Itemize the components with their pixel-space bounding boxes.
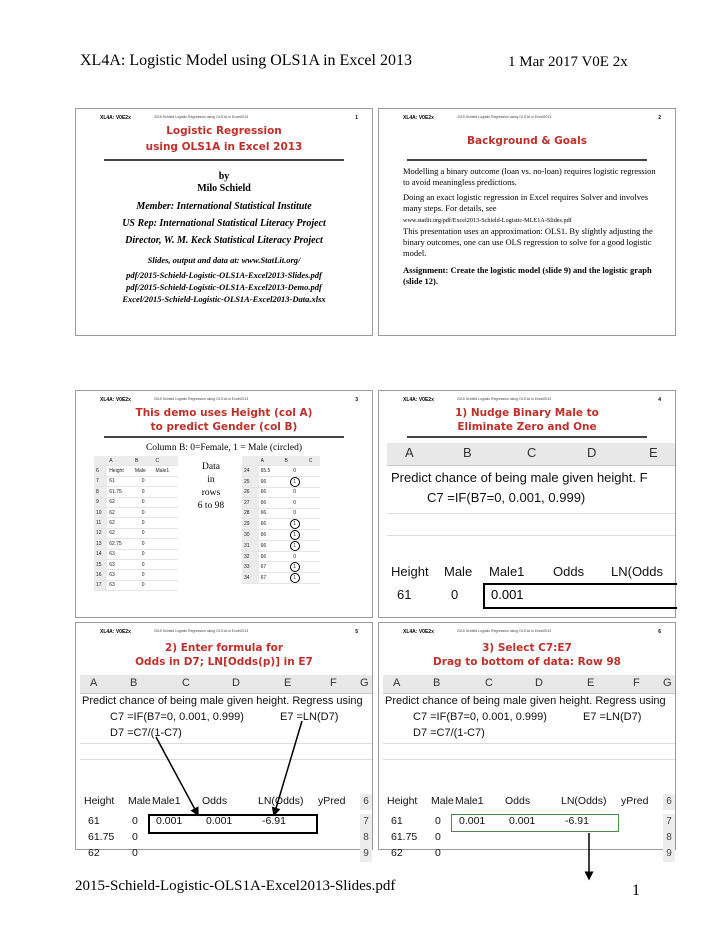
slide-version: XL4A: V0E2x <box>100 629 131 635</box>
cell-height[interactable]: 66 <box>259 529 283 540</box>
slide-5 <box>75 622 373 859</box>
row-number: 15 <box>94 559 107 569</box>
cell-male[interactable]: 0 <box>133 539 154 549</box>
cell[interactable]: 62 <box>88 847 100 859</box>
row-number: 9 <box>663 846 675 862</box>
table-row <box>94 549 178 559</box>
cell-male1[interactable] <box>307 518 320 529</box>
row-number: 27 <box>242 498 259 508</box>
cell-male1[interactable] <box>307 498 320 508</box>
row-number: 34 <box>242 573 259 584</box>
cell-male[interactable] <box>282 540 306 551</box>
cell-height[interactable]: 67 <box>259 562 283 573</box>
slide-subtitle: 2015 Schield Logistic Regression using OLS1A in Excel2013 <box>457 397 552 401</box>
cell-value: 0 <box>293 489 296 496</box>
cell-height[interactable]: 63 <box>107 549 133 559</box>
cell-male[interactable]: 0 <box>133 549 154 559</box>
slide-number: 5 <box>355 629 358 635</box>
resource-slides-path: pdf/2015-Schield-Logistic-OLS1A-Excel2013-Slides.pdf <box>126 270 322 280</box>
page-header-date: 1 Mar 2017 V0E 2x <box>508 54 628 70</box>
by-label: by <box>218 171 230 182</box>
cell-height[interactable]: 61 <box>107 476 133 486</box>
slide-1 <box>75 108 373 336</box>
cell-male1[interactable] <box>154 487 179 497</box>
cell-male1[interactable] <box>307 562 320 573</box>
cell-height[interactable]: 61.75 <box>107 487 133 497</box>
cell-height[interactable]: 62 <box>107 528 133 538</box>
paragraph-1: Modelling a binary outcome (loan vs. no-loan) requires logistic regression to avoid meaningless predictions. <box>403 166 656 187</box>
col-header: E <box>587 677 595 689</box>
cell-height[interactable]: 62 <box>107 497 133 507</box>
cell-male[interactable] <box>282 476 306 487</box>
cell-male1[interactable] <box>154 559 179 569</box>
cell[interactable]: 0 <box>435 831 441 843</box>
column-title: Male1 <box>154 466 179 476</box>
row-number: 9 <box>94 497 107 507</box>
table-row <box>94 570 178 580</box>
slide-title-line-2: Odds in D7; LN[Odds(p)] in E7 <box>135 656 313 668</box>
row-number: 7 <box>94 476 107 486</box>
cell-male[interactable] <box>282 508 306 518</box>
formula-c7: C7 =IF(B7=0, 0.001, 0.999) <box>413 711 547 723</box>
spreadsheet <box>387 443 675 617</box>
row-number: 33 <box>242 562 259 573</box>
column-title: Male <box>128 795 151 807</box>
table-row <box>242 466 320 476</box>
cell-male[interactable] <box>282 573 306 584</box>
col-header: F <box>330 677 337 689</box>
cell[interactable]: 62 <box>391 847 403 859</box>
row-number: 7 <box>360 814 372 830</box>
slide-3 <box>75 390 373 618</box>
author-name: Milo Schield <box>197 183 251 194</box>
table-row <box>242 573 320 584</box>
cell-height[interactable]: 65.5 <box>259 466 283 476</box>
slide-number: 3 <box>355 397 358 403</box>
slide-subtitle: 2015 Schield Logistic Regression using OLS1A in Excel2013 <box>457 629 552 633</box>
cell-male1: 0.001 <box>491 587 524 602</box>
col-header: B <box>133 456 154 466</box>
formula-c7: C7 =IF(B7=0, 0.001, 0.999) <box>427 490 586 505</box>
cell-male[interactable]: 0 <box>133 518 154 528</box>
row-number: 14 <box>94 549 107 559</box>
row-number: 10 <box>94 507 107 517</box>
cell[interactable]: 61 <box>88 815 100 827</box>
slide-version: XL4A: V0E2x <box>403 115 434 121</box>
col-header: C <box>485 677 493 689</box>
cell-male[interactable] <box>282 518 306 529</box>
row-number: 11 <box>94 518 107 528</box>
predict-text: Predict chance of being male given height. Regress using <box>82 695 363 707</box>
cell-male[interactable]: 0 <box>451 587 459 602</box>
column-title: Odds <box>202 795 228 807</box>
table-row <box>94 466 178 476</box>
resource-data-path: Excel/2015-Schield-Logistic-OLS1A-Excel2013-Data.xlsx <box>122 294 326 304</box>
cell-height[interactable]: 61 <box>397 587 412 602</box>
sheet-right <box>242 456 320 582</box>
slide-version: XL4A: V0E2x <box>403 397 434 403</box>
page-footer-filename: 2015-Schield-Logistic-OLS1A-Excel2013-Slides.pdf <box>75 878 396 894</box>
slide-title-line-1: 3) Select C7:E7 <box>482 642 572 654</box>
cell-male1[interactable] <box>154 570 179 580</box>
cell-male[interactable]: 0 <box>133 507 154 517</box>
col-header-row <box>94 456 178 466</box>
paragraph-3: This presentation uses an approximation: OLS1. By slightly adjusting the binary outcomes, one can use OLS regression to solve for a good logistic model. <box>403 226 653 258</box>
table-row <box>94 559 178 569</box>
column-title: Male <box>431 795 454 807</box>
cell-male1[interactable] <box>307 466 320 476</box>
spreadsheet <box>383 675 675 859</box>
cell-male[interactable]: 0 <box>133 476 154 486</box>
column-title: Male <box>133 466 154 476</box>
formula-arrows <box>80 675 372 849</box>
table-row <box>242 487 320 497</box>
table-row <box>94 487 178 497</box>
slide-title-line-1: This demo uses Height (col A) <box>135 407 313 419</box>
table-row <box>242 498 320 508</box>
cell-male1[interactable] <box>307 540 320 551</box>
cell-height[interactable]: 66 <box>259 518 283 529</box>
cell-male[interactable] <box>282 551 306 561</box>
col-header: B <box>130 677 138 689</box>
title-rule <box>407 159 647 161</box>
title-rule <box>407 436 647 438</box>
slide-number: 2 <box>658 115 661 121</box>
row-number: 9 <box>360 846 372 862</box>
cell[interactable]: 61.75 <box>88 831 115 843</box>
sheet-left-table <box>94 456 178 591</box>
cell[interactable]: 61 <box>391 815 403 827</box>
col-header: A <box>393 677 401 689</box>
row-number: 8 <box>663 830 675 846</box>
cell-height[interactable]: 63 <box>107 559 133 569</box>
cell-value: 0 <box>293 553 296 560</box>
row-number: 31 <box>242 540 259 551</box>
col-header: D <box>535 677 543 689</box>
selected-cell-c7[interactable] <box>483 583 677 609</box>
cell-male[interactable] <box>282 498 306 508</box>
arrow-to-e7 <box>274 721 302 815</box>
slide-title-line-1: Logistic Regression <box>166 125 282 137</box>
column-title: Height <box>107 466 133 476</box>
column-title: yPred <box>621 795 649 807</box>
cell-value: 0 <box>293 499 296 506</box>
cell[interactable]: 0 <box>435 815 441 827</box>
row-number: 6 <box>360 794 372 810</box>
cell-male1[interactable] <box>154 507 179 517</box>
row-number: 13 <box>94 539 107 549</box>
col-header: D <box>587 445 597 460</box>
cell-male1[interactable] <box>154 476 179 486</box>
cell-male[interactable]: 0 <box>133 487 154 497</box>
cell-male1[interactable] <box>307 487 320 497</box>
resources-line: Slides, output and data at: www.StatLit.org/ <box>147 255 301 265</box>
column-title: Height <box>84 795 115 807</box>
page-header-title: XL4A: Logistic Model using OLS1A in Excel 2013 <box>80 52 412 69</box>
col-header: B <box>463 445 472 460</box>
cell-male[interactable]: 0 <box>133 559 154 569</box>
cell-height[interactable]: 67 <box>259 573 283 584</box>
row-number: 25 <box>242 476 259 487</box>
formula-e7: E7 =LN(D7) <box>280 711 339 723</box>
cell-male[interactable] <box>282 562 306 573</box>
col-header-row <box>242 456 320 466</box>
data-range-note <box>188 461 234 513</box>
table-row <box>242 551 320 561</box>
cell-male1[interactable] <box>154 549 179 559</box>
col-header: E <box>284 677 292 689</box>
slide-6 <box>378 622 676 859</box>
column-title: Height <box>387 795 418 807</box>
cell-male1[interactable] <box>307 573 320 584</box>
slide-title-line-1: 1) Nudge Binary Male to <box>455 407 599 419</box>
reference-url: www.statlit.org/pdf/Excel2013-Schield-Logistic-MLE1A-Slides.pdf <box>403 217 572 224</box>
cell-height[interactable]: 66 <box>259 476 283 487</box>
col-header: C <box>307 456 320 466</box>
cell-height[interactable]: 66 <box>259 551 283 561</box>
row-number: 28 <box>242 508 259 518</box>
column-title: Male1 <box>152 795 181 807</box>
slide-title: Background & Goals <box>467 135 587 147</box>
table-row <box>242 540 320 551</box>
row-number: 7 <box>663 814 675 830</box>
cell-male1[interactable] <box>154 580 179 590</box>
cell[interactable]: 61.75 <box>391 831 418 843</box>
row-number: 30 <box>242 529 259 540</box>
slide-version: XL4A: V0E2x <box>403 629 434 635</box>
page-footer-number: 1 <box>632 882 640 899</box>
circled-value: 1 <box>290 573 300 583</box>
cell-height[interactable]: 62 <box>107 507 133 517</box>
table-row <box>242 562 320 573</box>
row-number: 17 <box>94 580 107 590</box>
row-number: 6 <box>663 794 675 810</box>
slide-version: XL4A: V0E2x <box>100 115 131 121</box>
cell-value: 0 <box>293 510 296 517</box>
slide-4 <box>378 390 676 618</box>
cell-height[interactable]: 66 <box>259 508 283 518</box>
cell-male[interactable]: 0 <box>133 570 154 580</box>
cell-height[interactable]: 62 <box>107 518 133 528</box>
note-line: in <box>207 475 215 485</box>
cell[interactable]: -6.91 <box>262 815 286 827</box>
col-header: E <box>649 445 658 460</box>
row-number: 32 <box>242 551 259 561</box>
row-number: 12 <box>94 528 107 538</box>
assignment-text: Assignment: Create the logistic model (slide 9) and the logistic graph (slide 12). <box>403 265 652 286</box>
cell[interactable]: 0.001 <box>509 815 536 827</box>
column-headers <box>387 443 675 466</box>
col-header: G <box>360 677 369 689</box>
column-caption: Column B: 0=Female, 1 = Male (circled) <box>145 443 303 453</box>
cell[interactable]: -6.91 <box>565 815 589 827</box>
col-header: A <box>259 456 283 466</box>
cell-male1[interactable] <box>307 476 320 487</box>
note-line: Data <box>202 462 220 472</box>
author-affiliation-3: Director, W. M. Keck Statistical Literacy Project <box>125 235 323 246</box>
table-row <box>94 507 178 517</box>
column-title: LN(Odds) <box>561 795 607 807</box>
cell[interactable]: 0 <box>132 815 138 827</box>
drag-arrow <box>383 675 675 849</box>
col-header: C <box>527 445 537 460</box>
col-header: B <box>282 456 306 466</box>
slide-number: 6 <box>658 629 661 635</box>
corner <box>94 456 107 466</box>
table-row <box>94 528 178 538</box>
col-header: A <box>90 677 98 689</box>
slide-2 <box>378 108 676 336</box>
row-number: 29 <box>242 518 259 529</box>
formula-d7: D7 =C7/(1-C7) <box>110 727 182 739</box>
cell[interactable]: 0.001 <box>206 815 233 827</box>
slide-subtitle: 2015 Schield Logistic Regression using OLS1A in Excel2013 <box>457 115 552 119</box>
circled-value: 1 <box>290 562 300 572</box>
table-row <box>242 476 320 487</box>
table-row <box>94 539 178 549</box>
col-header: C <box>182 677 190 689</box>
table-row <box>94 476 178 486</box>
header-male: Male <box>444 564 473 579</box>
title-rule <box>104 159 344 161</box>
cell-male[interactable] <box>282 487 306 497</box>
title-rule <box>104 436 344 438</box>
header-height: Height <box>391 564 429 579</box>
slide-subtitle: 2015 Schield Logistic Regression using OLS1A in Excel2013 <box>154 397 249 401</box>
cell-male1[interactable] <box>154 539 179 549</box>
column-title: Male1 <box>455 795 484 807</box>
row-number: 8 <box>94 487 107 497</box>
resource-demo-path: pdf/2015-Schield-Logistic-OLS1A-Excel2013-Demo.pdf <box>126 282 322 292</box>
cell-height[interactable]: 62.75 <box>107 539 133 549</box>
cell-male1[interactable] <box>154 528 179 538</box>
predict-text: Predict chance of being male given height. F <box>391 470 648 485</box>
row-number: 16 <box>94 570 107 580</box>
table-row <box>94 497 178 507</box>
corner <box>242 456 259 466</box>
header-male1: Male1 <box>489 564 525 579</box>
slide-title-line-2: to predict Gender (col B) <box>150 421 298 433</box>
spreadsheet <box>80 675 372 859</box>
formula-e7: E7 =LN(D7) <box>583 711 642 723</box>
sheet-right-table <box>242 456 320 584</box>
slide-title-line-1: 2) Enter formula for <box>164 642 284 654</box>
row-number: 8 <box>360 830 372 846</box>
col-header: G <box>663 677 672 689</box>
col-header: A <box>107 456 133 466</box>
cell-male1[interactable] <box>307 508 320 518</box>
column-title: yPred <box>318 795 346 807</box>
slide-version: XL4A: V0E2x <box>100 397 131 403</box>
cell-male[interactable] <box>282 466 306 476</box>
col-header: C <box>154 456 179 466</box>
sheet-left <box>94 456 178 589</box>
col-header: B <box>433 677 441 689</box>
cell[interactable]: 0.001 <box>459 815 486 827</box>
table-row <box>242 518 320 529</box>
note-line: rows <box>201 488 221 498</box>
cell-height[interactable]: 66 <box>259 487 283 497</box>
cell-male[interactable]: 0 <box>133 580 154 590</box>
table-row <box>242 529 320 540</box>
cell-height[interactable]: 63 <box>107 570 133 580</box>
cell-male1[interactable] <box>307 529 320 540</box>
col-header: D <box>232 677 240 689</box>
col-header: A <box>405 445 414 460</box>
author-affiliation-1: Member: International Statistical Institute <box>136 201 312 212</box>
circled-value: 1 <box>290 530 300 540</box>
cell-male[interactable]: 0 <box>133 497 154 507</box>
slide-title-line-2: Drag to bottom of data: Row 98 <box>433 656 621 668</box>
author-affiliation-2: US Rep: International Statistical Literacy Project <box>122 218 326 229</box>
cell[interactable]: 0.001 <box>156 815 183 827</box>
cell[interactable]: 0 <box>132 831 138 843</box>
cell-male1[interactable] <box>154 497 179 507</box>
slide-subtitle: 2015 Schield Logistic Regression using OLS1A in Excel2013 <box>154 629 249 633</box>
column-title: LN(Odds) <box>258 795 304 807</box>
cell[interactable]: 0 <box>435 847 441 859</box>
cell-height[interactable]: 66 <box>259 498 283 508</box>
cell-male[interactable]: 0 <box>133 528 154 538</box>
circled-value: 1 <box>290 477 300 487</box>
formula-c7: C7 =IF(B7=0, 0.001, 0.999) <box>110 711 244 723</box>
row-number: 26 <box>242 487 259 497</box>
slide-title-line-2: using OLS1A in Excel 2013 <box>145 141 303 153</box>
arrow-to-d7 <box>156 737 198 815</box>
col-header: F <box>633 677 640 689</box>
table-row <box>94 580 178 590</box>
header-ln-odds: LN(Odds <box>611 564 664 579</box>
predict-text: Predict chance of being male given height. Regress using <box>385 695 666 707</box>
slide-number: 1 <box>355 115 358 121</box>
slide-title-line-2: Eliminate Zero and One <box>457 421 597 433</box>
cell[interactable]: 0 <box>132 847 138 859</box>
table-row <box>94 518 178 528</box>
paragraph-2: Doing an exact logistic regression in Excel requires Solver and involves many steps. For details, see <box>403 192 649 213</box>
cell-male1[interactable] <box>307 551 320 561</box>
cell-male1[interactable] <box>154 518 179 528</box>
cell-value: 0 <box>293 468 296 475</box>
column-title: Odds <box>505 795 531 807</box>
cell-male[interactable] <box>282 529 306 540</box>
table-row <box>242 508 320 518</box>
header-odds: Odds <box>553 564 585 579</box>
formula-d7: D7 =C7/(1-C7) <box>413 727 485 739</box>
circled-value: 1 <box>290 541 300 551</box>
note-line: 6 to 98 <box>197 501 225 511</box>
row-number: 6 <box>94 466 107 476</box>
cell-height[interactable]: 63 <box>107 580 133 590</box>
row-number: 24 <box>242 466 259 476</box>
slide-number: 4 <box>658 397 661 403</box>
circled-value: 1 <box>290 519 300 529</box>
slide-subtitle: 2015 Schield Logistic Regression using OLS1A in Excel2013 <box>154 115 249 119</box>
cell-height[interactable]: 66 <box>259 540 283 551</box>
